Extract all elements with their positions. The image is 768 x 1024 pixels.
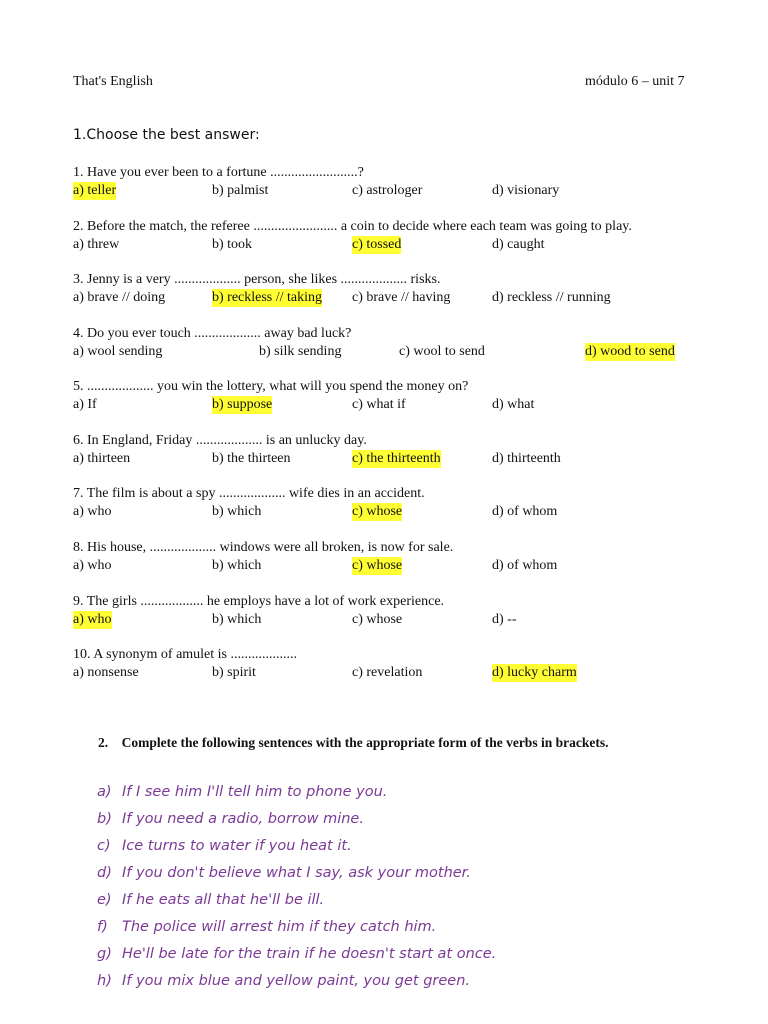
answer-option: a) brave // doing (73, 290, 166, 305)
answer-option-highlighted: a) who (73, 612, 112, 627)
answer-option: a) wool sending (73, 344, 163, 359)
answer-option: a) thirteen (73, 451, 131, 466)
answer-option: b) which (212, 612, 262, 627)
answer-option-highlighted: a) teller (73, 183, 117, 198)
answer-option: c) astrologer (352, 183, 423, 198)
completed-sentence (97, 860, 471, 887)
completed-sentence (97, 887, 324, 914)
sentence-text: If I see him I'll tell him to phone you. (122, 784, 388, 800)
answer-option-highlighted: c) the thirteenth (352, 451, 441, 466)
sentence-letter: e) (97, 892, 112, 908)
completed-sentence (97, 833, 352, 860)
answer-option-highlighted: b) reckless // taking (212, 290, 323, 305)
sentence-letter: c) (97, 838, 111, 854)
answer-option: d) thirteenth (492, 451, 561, 466)
completed-sentence (97, 914, 436, 941)
completed-sentence (97, 941, 496, 968)
answer-option-highlighted: b) suppose (212, 397, 273, 412)
answer-option: d) visionary (492, 183, 560, 198)
answer-option: c) what if (352, 397, 406, 412)
question-5 (73, 378, 713, 418)
question-stem: 4. Do you ever touch ................... away bad luck? (73, 326, 352, 341)
sentence-text: If you need a radio, borrow mine. (122, 811, 364, 827)
sentence-letter: d) (97, 865, 112, 881)
answer-option: a) If (73, 397, 97, 412)
answer-option: b) spirit (212, 665, 256, 680)
question-4 (73, 325, 713, 365)
question-stem: 7. The film is about a spy ................... wife dies in an accident. (73, 486, 425, 501)
section1-title: 1.Choose the best answer: (73, 127, 260, 143)
answer-option: b) silk sending (259, 344, 342, 359)
question-stem: 1. Have you ever been to a fortune .........................? (73, 165, 364, 180)
header-module-unit: módulo 6 – unit 7 (585, 74, 685, 89)
answer-option-highlighted: d) lucky charm (492, 665, 577, 680)
answer-option: a) threw (73, 237, 120, 252)
answer-option: b) which (212, 558, 262, 573)
question-stem: 9. The girls .................. he employs have a lot of work experience. (73, 594, 445, 609)
answer-option: c) brave // having (352, 290, 451, 305)
answer-option: d) -- (492, 612, 517, 627)
answer-option: d) of whom (492, 558, 558, 573)
sentence-text: If you don't believe what I say, ask your mother. (122, 865, 471, 881)
section2-number: 2. (98, 735, 109, 750)
sentence-letter: f) (97, 919, 108, 935)
sentence-letter: b) (97, 811, 112, 827)
answer-option: d) caught (492, 237, 545, 252)
question-2 (73, 218, 713, 258)
question-stem: 10. A synonym of amulet is ................... (73, 647, 297, 662)
answer-option: c) wool to send (399, 344, 485, 359)
answer-option: b) took (212, 237, 253, 252)
question-1 (73, 164, 713, 204)
sentence-letter: h) (97, 973, 112, 989)
answer-option: c) revelation (352, 665, 423, 680)
answer-option: d) reckless // running (492, 290, 611, 305)
question-stem: 2. Before the match, the referee ........................ a coin to decide where each team was going to play. (73, 219, 632, 234)
sentence-text: If he eats all that he'll be ill. (122, 892, 325, 908)
completed-sentence (97, 968, 470, 995)
answer-option: d) of whom (492, 504, 558, 519)
question-9 (73, 593, 713, 633)
section2-title (98, 735, 608, 751)
question-6 (73, 432, 713, 472)
answer-option-highlighted: c) whose (352, 558, 403, 573)
sentence-letter: g) (97, 946, 112, 962)
question-stem: 6. In England, Friday ................... is an unlucky day. (73, 433, 367, 448)
question-10 (73, 646, 713, 686)
answer-option-highlighted: c) tossed (352, 237, 402, 252)
question-stem: 3. Jenny is a very ................... person, she likes ................... risks. (73, 272, 441, 287)
answer-option-highlighted: c) whose (352, 504, 403, 519)
answer-option: c) whose (352, 612, 403, 627)
question-8 (73, 539, 713, 579)
section2-instruction: Complete the following sentences with the appropriate form of the verbs in brackets. (121, 735, 609, 750)
answer-option: a) who (73, 504, 112, 519)
answer-option: b) the thirteen (212, 451, 291, 466)
sentence-text: The police will arrest him if they catch him. (122, 919, 437, 935)
answer-option: b) which (212, 504, 262, 519)
answer-option: d) what (492, 397, 535, 412)
question-stem: 5. ................... you win the lottery, what will you spend the money on? (73, 379, 469, 394)
sentence-text: If you mix blue and yellow paint, you get green. (122, 973, 471, 989)
question-stem: 8. His house, ................... windows were all broken, is now for sale. (73, 540, 454, 555)
answer-option: b) palmist (212, 183, 269, 198)
completed-sentence (97, 779, 387, 806)
question-3 (73, 271, 713, 311)
answer-option: a) nonsense (73, 665, 139, 680)
question-7 (73, 485, 713, 525)
sentence-letter: a) (97, 784, 112, 800)
sentence-text: Ice turns to water if you heat it. (122, 838, 352, 854)
sentence-text: He'll be late for the train if he doesn't start at once. (122, 946, 497, 962)
completed-sentence (97, 806, 364, 833)
header-course-title: That's English (73, 74, 153, 89)
answer-option-highlighted: d) wood to send (585, 344, 675, 359)
answer-option: a) who (73, 558, 112, 573)
